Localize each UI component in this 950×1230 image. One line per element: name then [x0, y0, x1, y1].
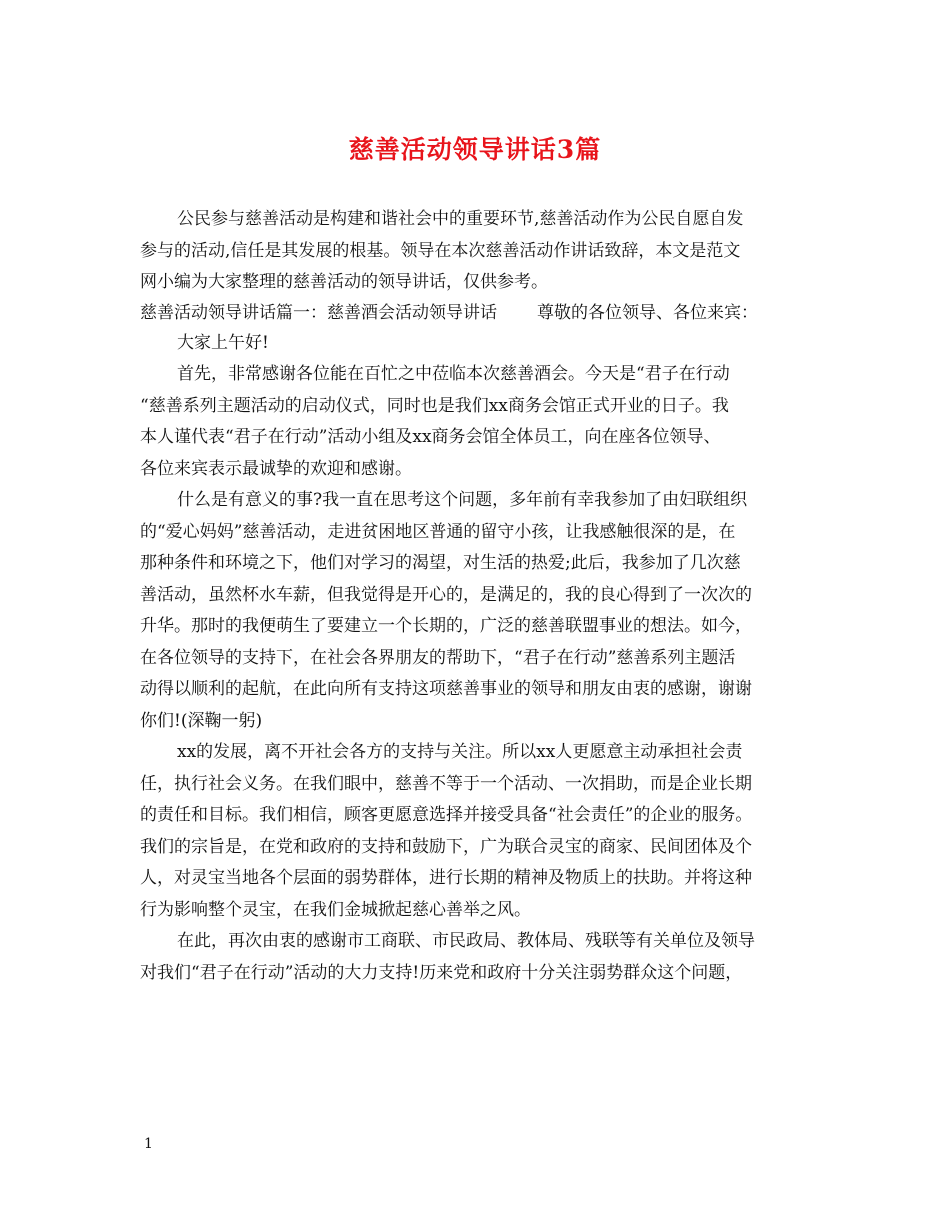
paragraph-line: 动得以顺利的起航，在此向所有支持这项慈善事业的领导和朋友由衷的感谢，谢谢: [140, 679, 752, 699]
paragraph-line: 升华。那时的我便萌生了要建立一个长期的，广泛的慈善联盟事业的想法。如今，: [140, 616, 752, 636]
paragraph-line: 你们!(深鞠一躬): [140, 710, 263, 731]
paragraph-line: 那种条件和环境之下，他们对学习的渴望，对生活的热爱;此后，我参加了几次慈: [140, 553, 741, 573]
paragraph-line: 本人谨代表“君子在行动”活动小组及xx商务会馆全体员工，向在座各位领导、: [140, 427, 721, 447]
document-title: 慈善活动领导讲话3篇: [348, 135, 602, 164]
salutation: 尊敬的各位领导、各位来宾：: [537, 302, 758, 323]
paragraph-line: xx的发展，离不开社会各方的支持与关注。所以xx人更愿意主动承担社会责: [177, 742, 743, 762]
paragraph-line: “慈善系列主题活动的启动仪式，同时也是我们xx商务会馆正式开业的日子。我: [140, 395, 729, 416]
document-body: [140, 204, 820, 989]
intro-line: 参与的活动,信任是其发展的根基。领导在本次慈善活动作讲话致辞，本文是范文: [140, 240, 741, 261]
paragraph-line: 行为影响整个灵宝，在我们金城掀起慈心善举之风。: [140, 899, 531, 920]
intro-line: 公民参与慈善活动是构建和谐社会中的重要环节,慈善活动作为公民自愿自发: [177, 209, 744, 229]
paragraph-line: 对我们“君子在行动”活动的大力支持!历来党和政府十分关注弱势群众这个问题，: [140, 962, 743, 983]
paragraph-line: 各位来宾表示最诚挚的欢迎和感谢。: [140, 458, 412, 479]
paragraph-line: 的“爱心妈妈”慈善活动，走进贫困地区普通的留守小孩，让我感触很深的是，在: [140, 521, 736, 542]
paragraph-line: 在此，再次由衷的感谢市工商联、市民政局、教体局、残联等有关单位及领导: [177, 931, 755, 951]
paragraph-line: 善活动，虽然杯水车薪，但我觉得是开心的，是满足的，我的良心得到了一次次的: [140, 584, 752, 605]
paragraph-line: 在各位领导的支持下，在社会各界朋友的帮助下，“君子在行动”慈善系列主题活: [140, 647, 736, 668]
intro-line: 网小编为大家整理的慈善活动的领导讲话，仅供参考。: [140, 272, 548, 292]
heading-gap: [497, 299, 537, 328]
paragraph-line: 人，对灵宝当地各个层面的弱势群体，进行长期的精神及物质上的扶助。并将这种: [140, 868, 752, 888]
paragraph-line: 什么是有意义的事?我一直在思考这个问题，多年前有幸我参加了由妇联组织: [177, 490, 748, 510]
paragraph-line: 任，执行社会义务。在我们眼中，慈善不等于一个活动、一次捐助，而是企业长期: [140, 773, 752, 794]
section-heading-title: 慈善活动领导讲话篇一：慈善酒会活动领导讲话: [140, 302, 497, 323]
paragraph-line: 我们的宗旨是，在党和政府的支持和鼓励下，广为联合灵宝的商家、民间团体及个: [140, 836, 752, 857]
section-heading: [140, 299, 820, 328]
page-number: 1: [144, 1136, 153, 1152]
greeting: 大家上午好!: [177, 332, 269, 353]
paragraph-line: 的责任和目标。我们相信，顾客更愿意选择并接受具备“社会责任”的企业的服务。: [140, 805, 753, 825]
paragraph-line: 首先，非常感谢各位能在百忙之中莅临本次慈善酒会。今天是“君子在行动: [177, 364, 730, 384]
